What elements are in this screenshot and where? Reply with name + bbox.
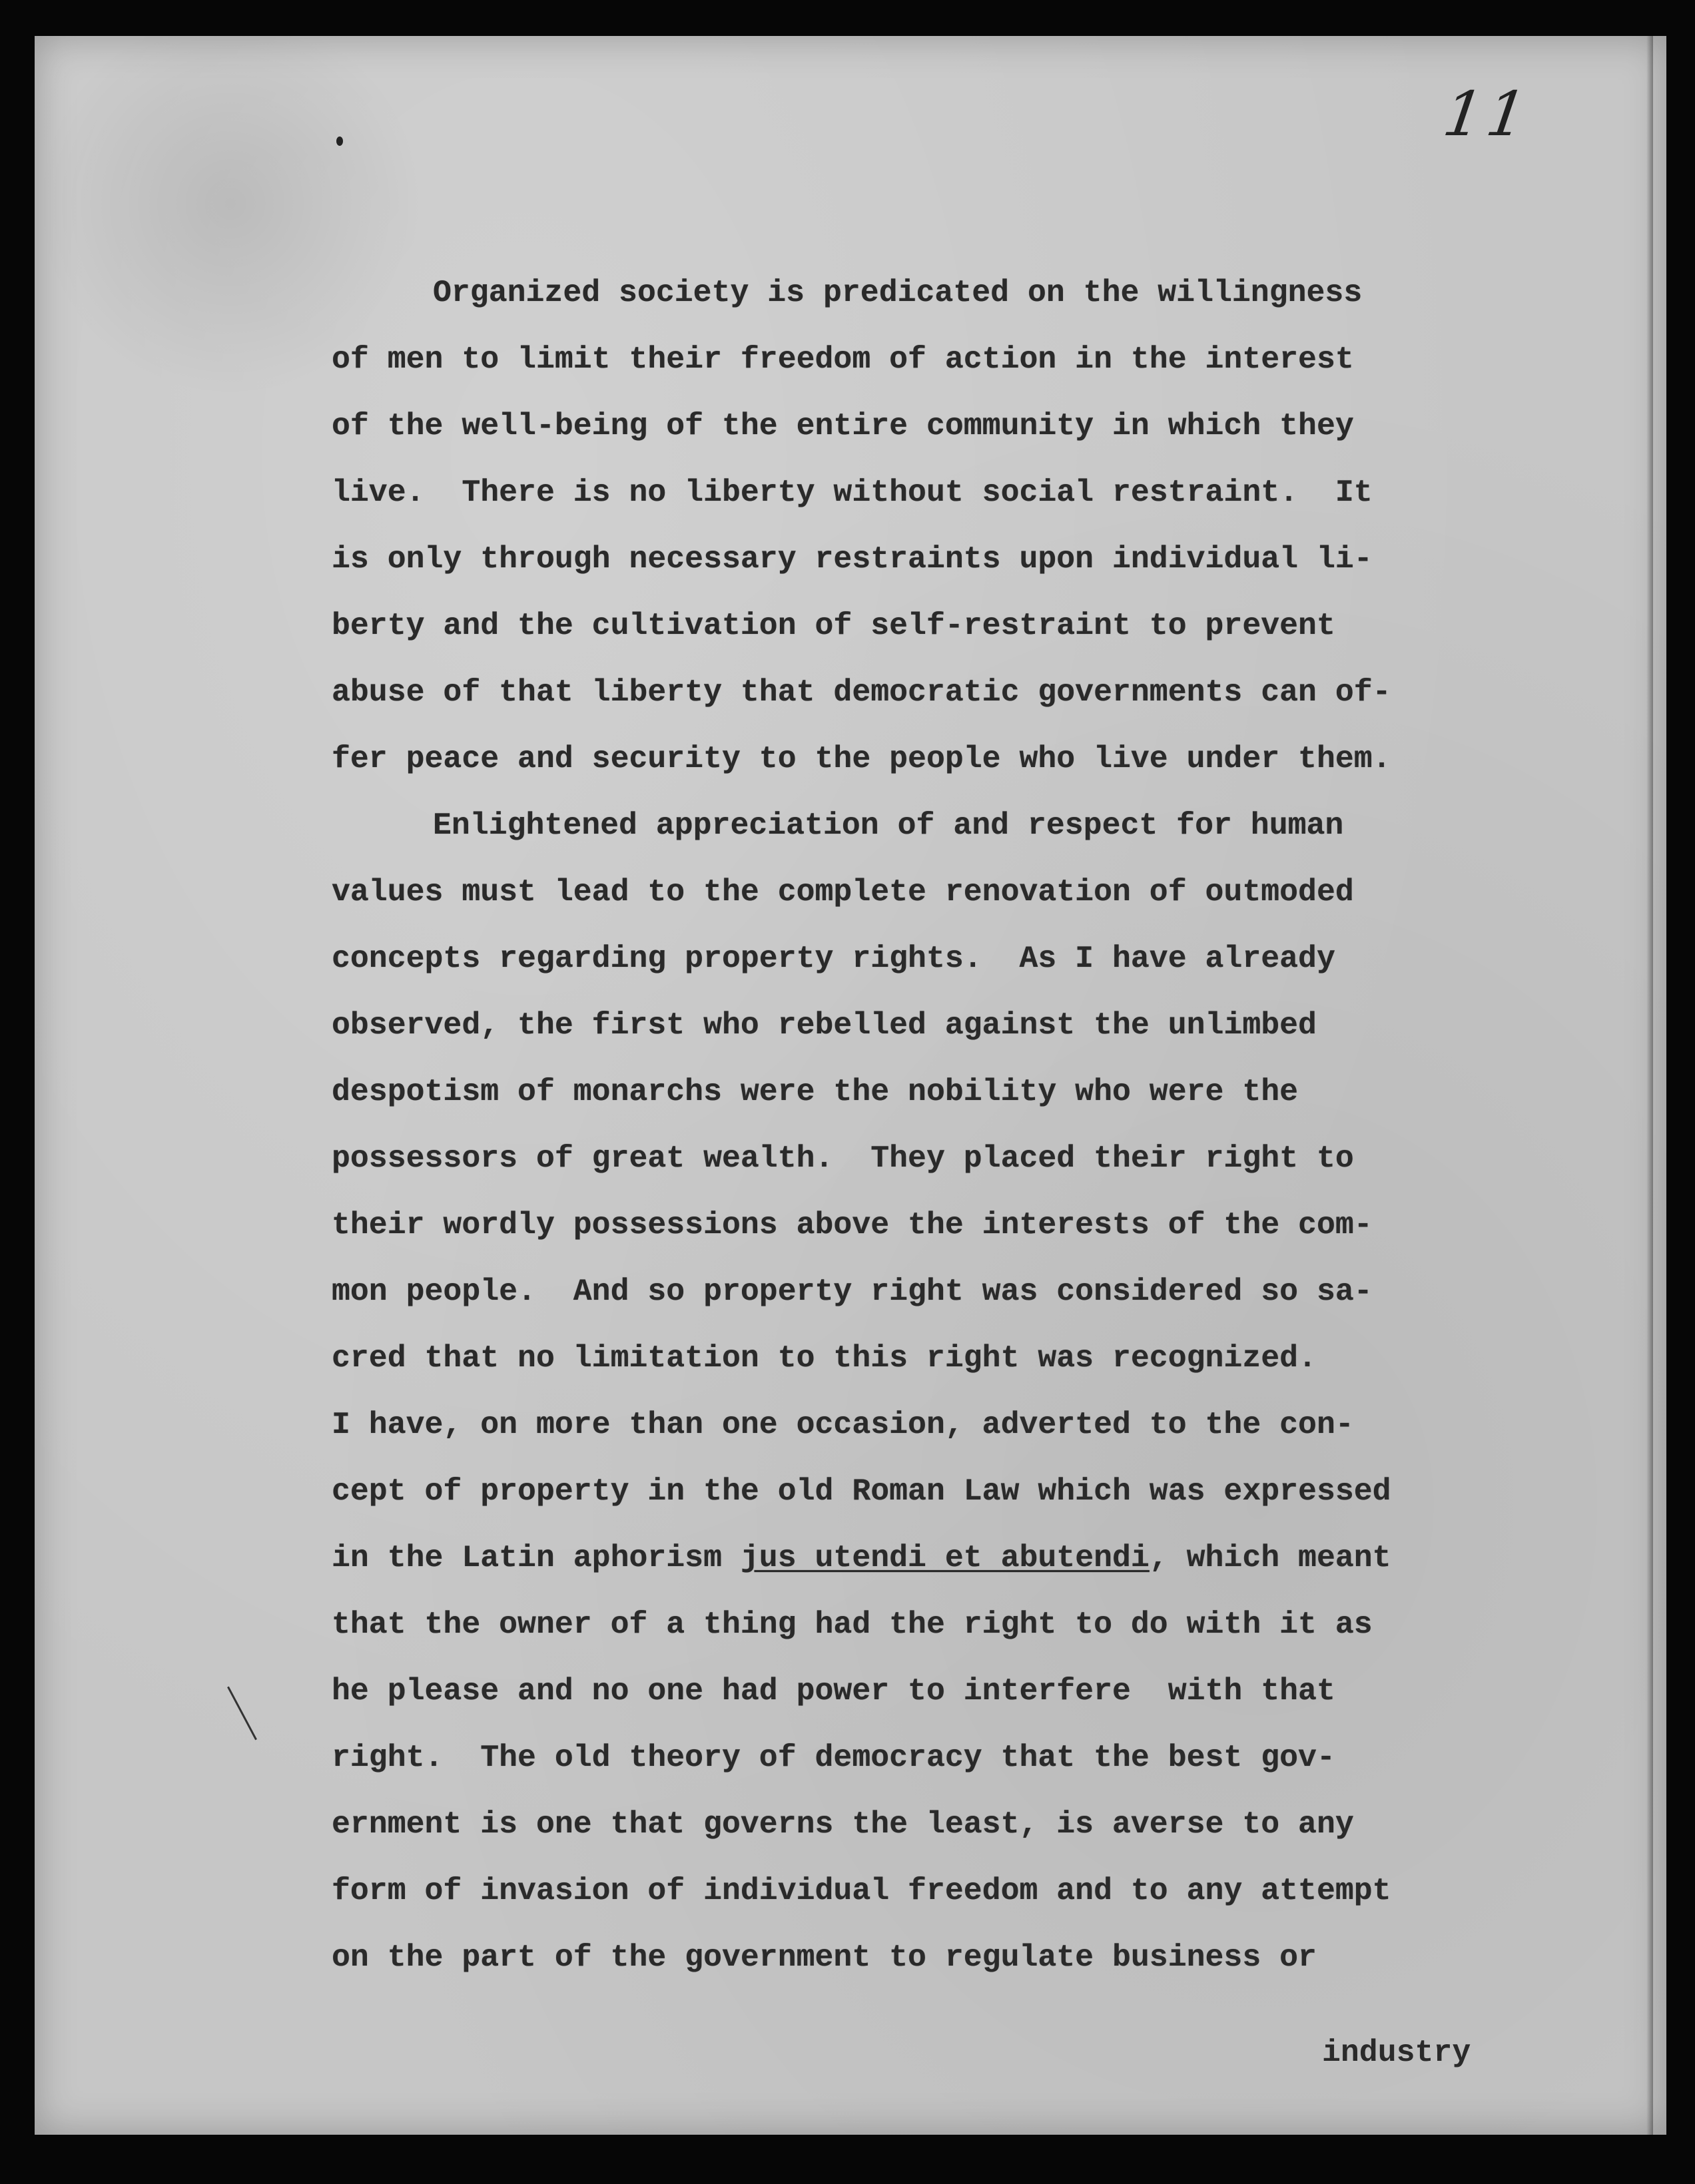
text-line: concepts regarding property rights. As I have already <box>332 941 1335 976</box>
typed-text-body <box>332 260 1517 1991</box>
text-line: cept of property in the old Roman Law which was expressed <box>332 1474 1391 1509</box>
text-line: form of invasion of individual freedom and to any attempt <box>332 1873 1391 1908</box>
text-line: is only through necessary restraints upon individual li- <box>332 541 1373 577</box>
text-line: observed, the first who rebelled against the unlimbed <box>332 1007 1317 1043</box>
text-line: Organized society is predicated on the willingness <box>433 275 1363 310</box>
ink-speck <box>336 136 343 146</box>
text-line: right. The old theory of democracy that the best gov- <box>332 1740 1335 1775</box>
text-line: Enlightened appreciation of and respect for human <box>433 808 1344 843</box>
text-line: on the part of the government to regulate business or <box>332 1940 1317 1975</box>
paper-edge-shadow <box>1646 36 1653 2135</box>
text-line: values must lead to the complete renovation of outmoded <box>332 874 1354 910</box>
catchword: industry <box>1322 2035 1471 2070</box>
text-line: their wordly possessions above the interests of the com- <box>332 1207 1373 1242</box>
text-line: fer peace and security to the people who live under them. <box>332 741 1391 776</box>
text-line: I have, on more than one occasion, adverted to the con- <box>332 1407 1354 1442</box>
text-line: berty and the cultivation of self-restraint to prevent <box>332 608 1335 643</box>
text-line: ernment is one that governs the least, is averse to any <box>332 1806 1354 1842</box>
text-line: of the well-being of the entire community in which they <box>332 408 1354 443</box>
text-line: abuse of that liberty that democratic governments can of- <box>332 675 1391 710</box>
text-line: possessors of great wealth. They placed their right to <box>332 1141 1354 1176</box>
text-line: of men to limit their freedom of action in the interest <box>332 342 1354 377</box>
text-line: cred that no limitation to this right was recognized. <box>332 1340 1317 1376</box>
text-line: live. There is no liberty without social restraint. It <box>332 475 1373 510</box>
page-number: 11 <box>1439 79 1535 150</box>
latin-line-before: in the Latin aphorism <box>332 1540 741 1575</box>
text-line: despotism of monarchs were the nobility who were the <box>332 1074 1299 1109</box>
latin-line-after: , which meant <box>1149 1540 1391 1575</box>
text-line-latin <box>332 1525 1517 1591</box>
text-line: he please and no one had power to interfere with that <box>332 1673 1335 1709</box>
text-line: mon people. And so property right was considered so sa- <box>332 1274 1373 1309</box>
latin-aphorism: jus utendi et abutendi <box>740 1540 1150 1575</box>
text-line: that the owner of a thing had the right to do with it as <box>332 1607 1373 1642</box>
